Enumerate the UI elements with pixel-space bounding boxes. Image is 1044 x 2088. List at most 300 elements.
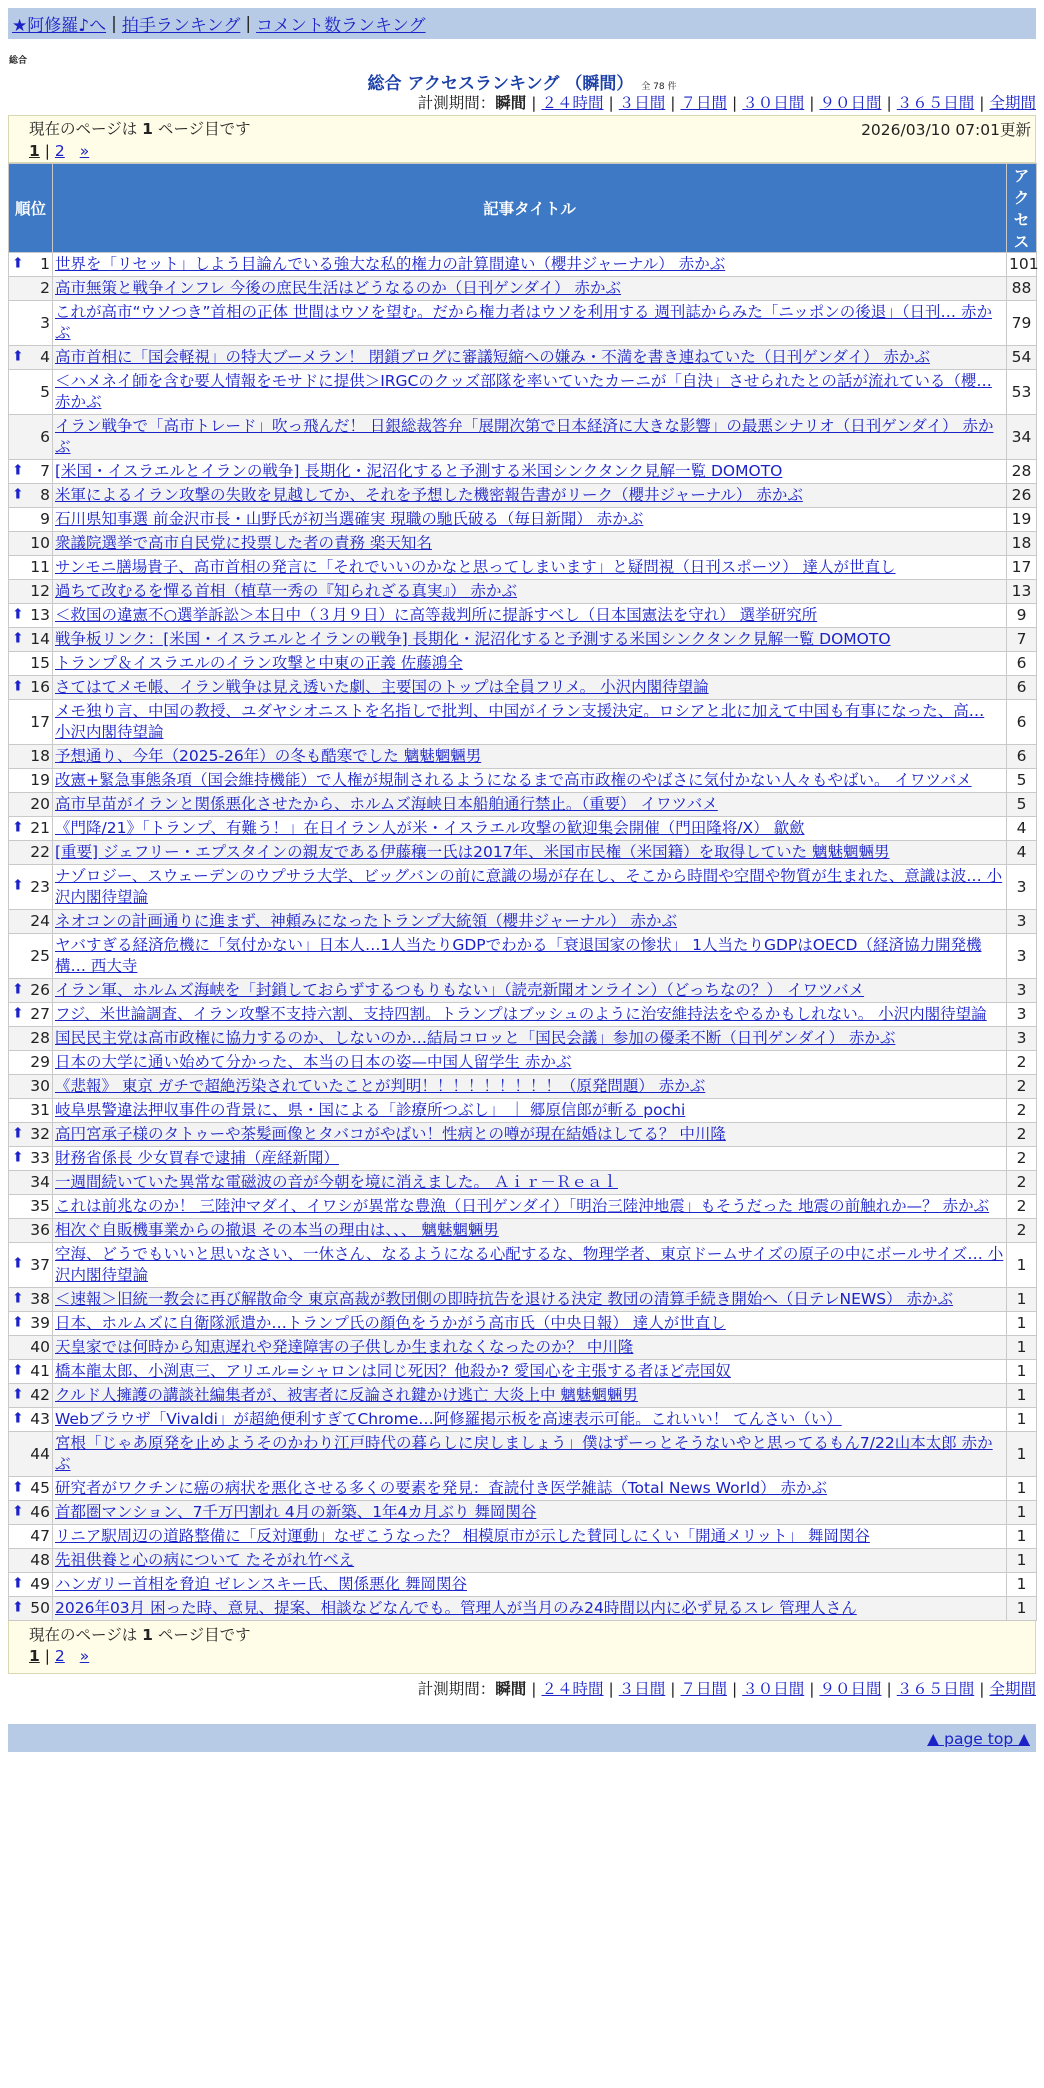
access-count: 1 (1007, 1336, 1037, 1360)
rank-number: 4 (40, 348, 50, 366)
access-count: 6 (1007, 676, 1037, 700)
rank-number: 37 (30, 1255, 50, 1274)
period-option-link[interactable]: ３日間 (618, 94, 666, 112)
rank-cell (9, 301, 53, 346)
title-cell (53, 865, 1007, 910)
up-arrow-icon: ⬆ (12, 877, 24, 894)
table-row (9, 841, 1037, 865)
rank-number: 42 (30, 1386, 50, 1404)
title-cell (53, 1432, 1007, 1477)
table-row (9, 817, 1037, 841)
title-cell (53, 1288, 1007, 1312)
access-count: 28 (1007, 460, 1037, 484)
rank-number: 20 (30, 795, 50, 813)
title-cell (53, 745, 1007, 769)
rank-cell (9, 628, 53, 652)
title-cell (53, 556, 1007, 580)
access-count: 3 (1007, 865, 1037, 910)
title-cell (53, 817, 1007, 841)
table-row (9, 277, 1037, 301)
period-option-link[interactable]: ７日間 (680, 1680, 727, 1698)
table-row (9, 910, 1037, 934)
article-title-link[interactable]: 橋本龍太郎、小渕恵三、アリエル=シャロンは同じ死因？他殺か? 愛国心を主張する者ほど売国奴 (55, 1362, 731, 1380)
title-cell (53, 1243, 1007, 1288)
title-cell (53, 979, 1007, 1003)
access-count: 53 (1007, 370, 1037, 415)
up-arrow-icon: ⬆ (12, 1148, 24, 1165)
article-title-link[interactable]: クルド人擁護の講談社編集者が、被害者に反論され鍵かけ逃亡 大炎上中 魑魅魍魎男 (55, 1386, 638, 1404)
article-title-link[interactable]: 高市早苗がイランと関係悪化させたから、ホルムズ海峡日本船舶通行禁止。（重要） イワツバメ (55, 795, 718, 813)
title-cell (53, 1384, 1007, 1408)
access-count: 1 (1007, 1384, 1037, 1408)
title-cell (53, 1003, 1007, 1027)
rank-cell (9, 415, 53, 460)
rank-number: 9 (40, 510, 50, 528)
table-row (9, 556, 1037, 580)
rank-cell (9, 1312, 53, 1336)
title-cell (53, 370, 1007, 415)
table-row (9, 1408, 1037, 1432)
article-title-link[interactable]: 日本の大学に通い始めて分かった、本当の日本の姿—中国人留学生 赤かぶ (55, 1053, 572, 1071)
article-title-link[interactable]: ハンガリー首相を脅迫 ゼレンスキー氏、関係悪化 舞岡関谷 (55, 1575, 468, 1593)
article-title-link[interactable]: ＜救国の違憲不○選挙訴訟＞本日中（３月９日）に高等裁判所に提訴すべし（日本国憲法を守れ） 選挙研究所 (55, 606, 818, 624)
access-count: 6 (1007, 745, 1037, 769)
title-cell (53, 508, 1007, 532)
article-title-link[interactable]: 石川県知事選 前金沢市長・山野氏が初当選確実 現職の馳氏破る（毎日新聞） 赤かぶ (55, 510, 644, 528)
period-option-link[interactable]: ２４時間 (541, 1680, 604, 1698)
table-row (9, 865, 1037, 910)
access-count: 1 (1007, 1597, 1037, 1621)
table-row (9, 628, 1037, 652)
period-separator: | (608, 94, 614, 112)
table-row (9, 1501, 1037, 1525)
access-count: 3 (1007, 1003, 1037, 1027)
access-count: 2 (1007, 1195, 1037, 1219)
table-row (9, 1525, 1037, 1549)
rank-number: 19 (30, 771, 50, 789)
article-title-link[interactable]: メモ独り言、中国の教授、ユダヤシオニストを名指しで批判、中国がイラン支援決定。ロシアと北に加えて中国も有事になった、高… 小沢内閣待望論 (55, 702, 985, 741)
article-title-link[interactable]: これが高市“ウソつき”首相の正体 世間はウソを望む。だから権力者はウソを利用する 週刊誌からみた「ニッポンの後退」（日刊… 赤かぶ (55, 303, 992, 342)
rank-cell (9, 817, 53, 841)
rank-number: 48 (30, 1551, 50, 1569)
access-count: 4 (1007, 817, 1037, 841)
period-option-link[interactable]: ３０日間 (742, 1680, 805, 1698)
up-arrow-icon: ⬆ (12, 347, 24, 364)
article-title-link[interactable]: 宮根「じゃあ原発を止めようそのかわり江戸時代の暮らしに戻しましょう」僕はずーっとそうないやと思ってるもん7/22山本太郎 赤かぶ (55, 1434, 993, 1473)
table-row (9, 1360, 1037, 1384)
title-cell (53, 484, 1007, 508)
access-count: 1 (1007, 1408, 1037, 1432)
table-row (9, 370, 1037, 415)
article-title-link[interactable]: 米軍によるイラン攻撃の失敗を見越してか、それを予想した機密報告書がリーク（櫻井ジャーナル） 赤かぶ (55, 486, 803, 504)
pager-top (8, 115, 1036, 163)
table-header-row (9, 164, 1037, 253)
rank-cell (9, 1147, 53, 1171)
rank-number: 47 (30, 1527, 50, 1545)
article-title-link[interactable]: 高円宮承子様のタトゥーや茶髪画像とタバコがやばい！性病との噂が現在結婚はしてる？ 中川隆 (55, 1125, 726, 1143)
article-title-link[interactable]: ネオコンの計画通りに進まず、神頼みになったトランプ大統領（櫻井ジャーナル） 赤かぶ (55, 912, 677, 930)
access-count: 1 (1007, 1573, 1037, 1597)
article-title-link[interactable]: 相次ぐ自販機事業からの撤退 その本当の理由は、、、 魑魅魍魎男 (55, 1221, 499, 1239)
rank-number: 16 (30, 678, 50, 696)
rank-cell (9, 1051, 53, 1075)
period-option-link[interactable]: ２４時間 (541, 94, 604, 112)
rank-cell (9, 1573, 53, 1597)
article-title-link[interactable]: イラン軍、ホルムズ海峡を「封鎖しておらずするつもりもない」（読売新聞オンライン）（どっちなの？） イワツバメ (55, 981, 865, 999)
article-title-link[interactable]: [米国・イスラエルとイランの戦争] 長期化・泥沼化すると予測する米国シンクタンク見解一覧 DOMOTO (55, 462, 783, 480)
article-title-link[interactable]: 空海、どうでもいいと思いなさい、一休さん、なるようになる心配するな、物理学者、東京ドームサイズの原子の中にボールサイズ… 小沢内閣待望論 (55, 1245, 1004, 1284)
table-row (9, 1549, 1037, 1573)
title-cell (53, 1312, 1007, 1336)
up-arrow-icon: ⬆ (12, 254, 24, 271)
title-cell (53, 253, 1007, 277)
period-option-link[interactable]: 全期間 (989, 94, 1036, 112)
rank-cell (9, 508, 53, 532)
rank-cell (9, 745, 53, 769)
title-cell (53, 1597, 1007, 1621)
table-row (9, 793, 1037, 817)
period-option-link[interactable]: ３０日間 (742, 94, 805, 112)
article-title-link[interactable]: 天皇家では何時から知恵遅れや発達障害の子供しか生まれなくなったのか？ 中川隆 (55, 1338, 634, 1356)
nav-separator: | (111, 13, 117, 34)
table-row (9, 1219, 1037, 1243)
rank-number: 3 (40, 313, 50, 332)
title-cell (53, 1195, 1007, 1219)
table-row (9, 604, 1037, 628)
article-title-link[interactable]: Webブラウザ「Vivaldi」が超絶便利すぎてChrome…阿修羅掲示板を高速表示可能。これいい！ てんさい（い） (55, 1410, 842, 1428)
up-arrow-icon: ⬆ (12, 461, 24, 478)
period-selector (0, 91, 1036, 115)
rank-cell (9, 1171, 53, 1195)
period-selector-bottom (0, 1674, 1036, 1704)
access-count: 4 (1007, 841, 1037, 865)
rank-cell (9, 1501, 53, 1525)
article-title-link[interactable]: 一週間続いていた異常な電磁波の音が今朝を境に消えました。 Ａｉｒ－Ｒｅａｌ (55, 1173, 618, 1191)
comment-ranking-link[interactable]: コメント数ランキング (256, 16, 426, 36)
article-title-link[interactable]: ナゾロジー、スウェーデンのウプサラ大学、ビッグバンの前に意識の場が存在し、そこから時間や空間や物質が生まれた、意識は波… 小沢内閣待望論 (55, 867, 1003, 906)
rank-cell (9, 1243, 53, 1288)
table-row (9, 301, 1037, 346)
table-row (9, 253, 1037, 277)
article-title-link[interactable]: 岐阜県警違法押収事件の背景に、県・国による「診療所つぶし」 ｜ 郷原信郎が斬る pochi (55, 1101, 686, 1119)
clap-ranking-link[interactable]: 拍手ランキング (121, 16, 241, 36)
rank-cell (9, 865, 53, 910)
title-cell (53, 793, 1007, 817)
rank-number: 17 (30, 712, 50, 731)
table-row (9, 1003, 1037, 1027)
article-title-link[interactable]: 衆議院選挙で高市自民党に投票した者の責務 楽天知名 (55, 534, 432, 552)
up-arrow-icon: ⬆ (12, 1478, 24, 1495)
rank-number: 2 (40, 279, 50, 297)
rank-number: 38 (30, 1290, 50, 1308)
title-cell (53, 415, 1007, 460)
period-option-link[interactable]: ３６５日間 (896, 94, 975, 112)
access-count: 3 (1007, 979, 1037, 1003)
rank-number: 7 (40, 462, 50, 480)
period-separator: | (670, 1680, 676, 1698)
access-count: 2 (1007, 1051, 1037, 1075)
article-title-link[interactable]: 首都圏マンション、7千万円割れ 4月の新築、1年4カ月ぶり 舞岡関谷 (55, 1503, 537, 1521)
title-cell (53, 301, 1007, 346)
title-cell (53, 1573, 1007, 1597)
up-arrow-icon: ⬆ (12, 677, 24, 694)
table-row (9, 1597, 1037, 1621)
article-title-link[interactable]: 研究者がワクチンに癌の病状を悪化させる多くの要素を発見：査読付き医学雑誌（Total News World） 赤かぶ (55, 1479, 828, 1497)
rank-number: 11 (30, 558, 50, 576)
rank-number: 45 (30, 1479, 50, 1497)
period-option-link[interactable]: ９０日間 (819, 94, 882, 112)
up-arrow-icon: ⬆ (12, 1574, 24, 1591)
article-title-link[interactable]: ＜ハメネイ師を含む要人情報をモサドに提供＞IRGCのクッズ部隊を率いていたカーニが「自決」させられたとの話が流れている（櫻… 赤かぶ (55, 372, 992, 411)
access-count: 6 (1007, 700, 1037, 745)
page-2-link[interactable]: 2 (54, 142, 65, 160)
access-count: 26 (1007, 484, 1037, 508)
access-count: 9 (1007, 604, 1037, 628)
article-title-link[interactable]: 財務省係長 少女買春で逮捕（産経新聞） (55, 1149, 339, 1167)
rank-number: 8 (40, 486, 50, 504)
access-count: 6 (1007, 652, 1037, 676)
period-separator: | (531, 94, 537, 112)
title-cell (53, 1123, 1007, 1147)
rank-number: 31 (30, 1101, 50, 1119)
rank-cell (9, 1003, 53, 1027)
rank-number: 46 (30, 1503, 50, 1521)
table-row (9, 979, 1037, 1003)
rank-number: 35 (30, 1197, 50, 1215)
access-count: 5 (1007, 769, 1037, 793)
access-count: 1 (1007, 1525, 1037, 1549)
rank-cell (9, 910, 53, 934)
rank-cell (9, 532, 53, 556)
access-count: 3 (1007, 934, 1037, 979)
page-links-bottom: 1 | 2 » (29, 1647, 90, 1665)
rank-number: 50 (30, 1599, 50, 1617)
article-title-link[interactable]: ヤバすぎる経済危機に「気付かない」日本人…1人当たりGDPでわかる「衰退国家の惨状」 1人当たりGDPはOECD（経済協力開発機構… 西大寺 (55, 936, 982, 975)
access-column-header: アクセス (1007, 164, 1037, 253)
table-row (9, 745, 1037, 769)
period-separator: | (979, 94, 985, 112)
title-cell (53, 277, 1007, 301)
article-title-link[interactable]: 高市首相に「国会軽視」の特大ブーメラン！ 閉鎖ブログに審議短縮への嫌み・不満を書き連ねていた（日刊ゲンダイ） 赤かぶ (55, 348, 930, 366)
rank-cell (9, 700, 53, 745)
access-count: 1 (1007, 1360, 1037, 1384)
article-title-link[interactable]: イラン戦争で「高市トレード」吹っ飛んだ！ 日銀総裁答弁「展開次第で日本経済に大きな影響」の最悪シナリオ（日刊ゲンダイ） 赤かぶ (55, 417, 994, 456)
article-title-link[interactable]: 過ちて改むるを憚る首相（植草一秀の『知られざる真実』） 赤かぶ (55, 582, 518, 600)
table-row (9, 580, 1037, 604)
rank-cell (9, 1549, 53, 1573)
table-row (9, 415, 1037, 460)
rank-cell (9, 604, 53, 628)
title-cell (53, 1219, 1007, 1243)
title-cell (53, 910, 1007, 934)
access-count: 3 (1007, 910, 1037, 934)
table-row (9, 1075, 1037, 1099)
article-title-link[interactable]: サンモニ膳場貴子、高市首相の発言に「それでいいのかなと思ってしまいます」と疑問視（日刊スポーツ） 達人が世直し (55, 558, 896, 576)
updated-timestamp: 2026/03/10 07:01更新 (861, 121, 1031, 139)
rank-cell (9, 580, 53, 604)
asyura-home-link[interactable]: ★阿修羅♪へ (12, 16, 107, 36)
ranking-table (8, 163, 1037, 1621)
rank-number: 1 (40, 255, 50, 273)
rank-number: 26 (30, 981, 50, 999)
article-title-link[interactable]: 高市無策と戦争インフレ 今後の庶民生活はどうなるのか（日刊ゲンダイ） 赤かぶ (55, 279, 621, 297)
period-option-link[interactable]: ７日間 (680, 94, 727, 112)
title-cell (53, 628, 1007, 652)
rank-number: 23 (30, 877, 50, 896)
title-cell (53, 1360, 1007, 1384)
rank-number: 32 (30, 1125, 50, 1143)
rank-number: 44 (30, 1444, 50, 1463)
rank-number: 43 (30, 1410, 50, 1428)
page-1-link[interactable]: 1 (29, 142, 40, 160)
title-cell (53, 460, 1007, 484)
article-title-link[interactable]: 日本、ホルムズに自衛隊派遣か…トランプ氏の顔色をうかがう高市氏（中央日報） 達人が世直し (55, 1314, 726, 1332)
article-title-link[interactable]: 国民民主党は高市政権に協力するのか、しないのか…結局コロッと「国民会議」参加の優柔不断（日刊ゲンダイ） 赤かぶ (55, 1029, 896, 1047)
article-title-link[interactable]: トランプ＆イスラエルのイラン攻撃と中東の正義 佐藤鴻全 (55, 654, 463, 672)
rank-cell (9, 460, 53, 484)
access-count: 101 (1007, 253, 1037, 277)
rank-cell (9, 652, 53, 676)
page-1-link[interactable]: 1 (29, 1647, 40, 1665)
title-cell (53, 676, 1007, 700)
rank-number: 34 (30, 1173, 50, 1191)
period-current: 瞬間 (495, 94, 527, 112)
title-cell (53, 934, 1007, 979)
rank-cell (9, 1477, 53, 1501)
access-count: 2 (1007, 1123, 1037, 1147)
table-row (9, 769, 1037, 793)
nav-separator: | (245, 13, 252, 34)
rank-number: 39 (30, 1314, 50, 1332)
access-count: 34 (1007, 415, 1037, 460)
table-row (9, 1312, 1037, 1336)
table-row (9, 460, 1037, 484)
access-count: 1 (1007, 1288, 1037, 1312)
page-top-link[interactable]: ▲ page top ▲ (927, 1730, 1030, 1748)
title-cell (53, 1171, 1007, 1195)
rank-number: 21 (30, 819, 50, 837)
article-title-link[interactable]: 予想通り、今年（2025-26年）の冬も酷寒でした 魑魅魍魎男 (55, 747, 482, 765)
article-title-link[interactable]: 2026年03月 困った時、意見、提案、相談などなんでも。管理人が当月のみ24時間以内に必ず見るスレ 管理人さん (55, 1599, 857, 1617)
page-links: 1 | 2 » (29, 142, 90, 160)
up-arrow-icon: ⬆ (12, 1598, 24, 1615)
title-cell (53, 1525, 1007, 1549)
article-title-link[interactable]: 先祖供養と心の病について たそがれ竹べえ (55, 1551, 355, 1569)
rank-cell (9, 1336, 53, 1360)
article-title-link[interactable]: 戦争板リンク：[米国・イスラエルとイランの戦争] 長期化・泥沼化すると予測する米国シンクタンク見解一覧 DOMOTO (55, 630, 891, 648)
period-option-link[interactable]: ３日間 (618, 1680, 666, 1698)
current-page-info-bottom: 現在のページは 1 ページ目です (29, 1626, 251, 1644)
page-2-link[interactable]: 2 (54, 1647, 65, 1665)
up-arrow-icon: ⬆ (12, 1124, 24, 1141)
rank-cell (9, 1219, 53, 1243)
access-count: 1 (1007, 1501, 1037, 1525)
rank-cell (9, 1525, 53, 1549)
up-arrow-icon: ⬆ (12, 1502, 24, 1519)
article-title-link[interactable]: フジ、米世論調査、イラン攻撃不支持六割、支持四割。トランプはブッシュのように治安維持法をやるかもしれない。 小沢内閣待望論 (55, 1005, 987, 1023)
table-row (9, 1123, 1037, 1147)
title-cell (53, 1051, 1007, 1075)
rank-cell (9, 1075, 53, 1099)
title-cell (53, 700, 1007, 745)
access-count: 2 (1007, 1075, 1037, 1099)
table-row (9, 1432, 1037, 1477)
access-count: 54 (1007, 346, 1037, 370)
up-arrow-icon: ⬆ (12, 1004, 24, 1021)
article-title-link[interactable]: 《門降/21》「トランプ、有難う！」在日イラン人が米・イスラエル攻撃の歓迎集会開催（門田隆将/X） 歙歛 (55, 819, 805, 837)
rank-cell (9, 676, 53, 700)
up-arrow-icon: ⬆ (12, 1313, 24, 1330)
period-option-link[interactable]: ９０日間 (819, 1680, 882, 1698)
next-page-link[interactable]: » (79, 1647, 90, 1665)
table-row (9, 1384, 1037, 1408)
access-count: 1 (1007, 1312, 1037, 1336)
access-count: 17 (1007, 556, 1037, 580)
rank-cell (9, 1360, 53, 1384)
article-title-link[interactable]: さてはてメモ帳、イラン戦争は見え透いた劇、主要国のトップは全員フリメ。 小沢内閣待望論 (55, 678, 709, 696)
access-count: 7 (1007, 628, 1037, 652)
rank-column-header: 順位 (9, 164, 53, 253)
rank-number: 14 (30, 630, 50, 648)
next-page-link[interactable]: » (79, 142, 90, 160)
access-count: 1 (1007, 1432, 1037, 1477)
rank-number: 29 (30, 1053, 50, 1071)
table-row (9, 676, 1037, 700)
current-page-number: 1 (142, 1626, 153, 1644)
rank-cell (9, 1195, 53, 1219)
rank-number: 13 (30, 606, 50, 624)
title-cell (53, 532, 1007, 556)
rank-number: 24 (30, 912, 50, 930)
rank-cell (9, 1099, 53, 1123)
rank-number: 5 (40, 382, 50, 401)
period-separator: | (608, 1680, 614, 1698)
rank-cell (9, 253, 53, 277)
period-separator: | (531, 1680, 537, 1698)
title-cell (53, 1336, 1007, 1360)
article-title-link[interactable]: ＜速報＞旧統一教会に再び解散命令 東京高裁が教団側の即時抗告を退ける決定 教団の清算手続き開始へ（日テレNEWS） 赤かぶ (55, 1290, 954, 1308)
table-row (9, 1099, 1037, 1123)
article-title-link[interactable]: [重要] ジェフリー・エプスタインの親友である伊藤穰一氏は2017年、米国市民権（米国籍）を取得していた 魑魅魍魎男 (55, 843, 890, 861)
period-option-link[interactable]: 全期間 (989, 1680, 1036, 1698)
rank-cell (9, 484, 53, 508)
rank-number: 22 (30, 843, 50, 861)
period-current: 瞬間 (495, 1680, 527, 1698)
article-title-link[interactable]: これは前兆なのか！ 三陸沖マダイ、イワシが異常な豊漁（日刊ゲンダイ）「明治三陸沖地震」もそうだった 地震の前触れか—？ 赤かぶ (55, 1197, 990, 1215)
article-title-link[interactable]: 世界を「リセット」しよう目論んでいる強大な私的権力の計算間違い（櫻井ジャーナル） 赤かぶ (55, 255, 726, 273)
table-row (9, 934, 1037, 979)
title-cell (53, 1549, 1007, 1573)
article-title-link[interactable]: 改憲+緊急事態条項（国会維持機能）で人権が規制されるようになるまで高市政権のやばさに気付かない人々もやばい。 イワツバメ (55, 771, 972, 789)
rank-cell (9, 1408, 53, 1432)
access-count: 1 (1007, 1549, 1037, 1573)
title-cell (53, 1027, 1007, 1051)
period-option-link[interactable]: ３６５日間 (896, 1680, 975, 1698)
rank-cell (9, 1432, 53, 1477)
up-arrow-icon: ⬆ (12, 485, 24, 502)
access-count: 2 (1007, 1099, 1037, 1123)
rank-number: 49 (30, 1575, 50, 1593)
pager-bottom (8, 1621, 1036, 1674)
rank-number: 30 (30, 1077, 50, 1095)
access-count: 2 (1007, 1171, 1037, 1195)
rank-number: 36 (30, 1221, 50, 1239)
article-title-link[interactable]: リニア駅周辺の道路整備に「反対運動」なぜこうなった？ 相模原市が示した賛同しにくい「開通メリット」 舞岡関谷 (55, 1527, 870, 1545)
article-title-link[interactable]: 《悲報》 東京 ガチで超絶汚染されていたことが判明！！！！！！！！！（原発問題） 赤かぶ (55, 1077, 706, 1095)
access-count: 88 (1007, 277, 1037, 301)
table-row (9, 532, 1037, 556)
period-separator: | (886, 94, 892, 112)
